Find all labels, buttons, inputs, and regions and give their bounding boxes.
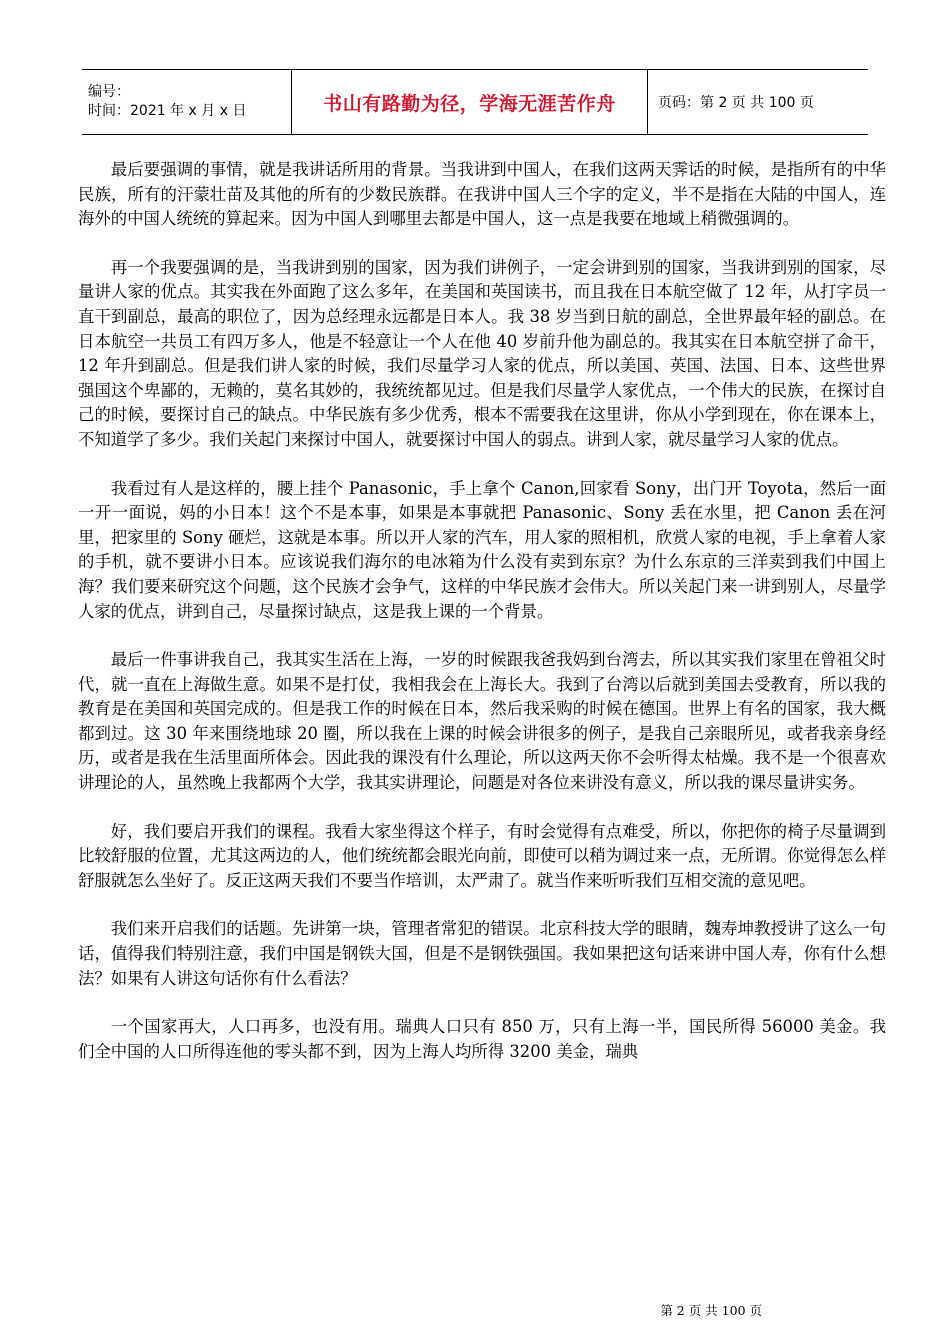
page-footer: 第 2 页 共 100 页	[660, 1303, 762, 1318]
body-paragraph: 最后要强调的事情，就是我讲话所用的背景。当我讲到中国人，在我们这两天霁话的时候，是指所有的中华民族，所有的汗蒙壮苗及其他的所有的少数民族群。在我讲中国人三个字的定义，半不是指在大陆的中国人，连海外的中国人统统的算起来。因为中国人到哪里去都是中国人，这一点是我要在地域上稍微强调的。	[78, 160, 886, 229]
header-time-label: 时间：2021 年 x 月 x 日	[88, 103, 247, 119]
header-number-label: 编号：	[88, 84, 130, 100]
document-header	[82, 69, 868, 135]
header-page-info: 页码：第 2 页 共 100 页	[648, 70, 869, 135]
body-paragraph: 再一个我要强调的是，当我讲到别的国家，因为我们讲例子，一定会讲到别的国家，当我讲到别的国家，尽量讲人家的优点。其实我在外面跑了这么多年，在美国和英国读书，而且我在日本航空做了 12 年，从打字员一直干到副总，最高的职位了，因为总经理永远都是日本人。我 38 岁当到日航的副总，全世界最年轻的副总。在日本航空一共员工有四万多人，他是不轻意让一个人在他 40 岁前升他为副总的。我其实在日本航空拼了命干，12 年升到副总。但是我们讲人家的时候，我们尽量学习人家的优点，所以美国、英国、法国、日本、这些世界强国这个卑鄙的，无赖的，莫名其妙的，我统统都见过。但是我们尽量学人家优点，一个伟大的民族，在探讨自己的时候，要探讨自己的缺点。中华民族有多少优秀，根本不需要我在这里讲，你从小学到现在，你在课本上，不知道学了多少。我们关起门来探讨中国人，就要探讨中国人的弱点。讲到人家，就尽量学习人家的优点。	[78, 257, 886, 449]
header-motto: 书山有路勤为径，学海无涯苦作舟	[292, 70, 648, 135]
document-body	[78, 158, 886, 1088]
body-paragraph: 一个国家再大，人口再多，也没有用。瑞典人口只有 850 万，只有上海一半，国民所得 56000 美金。我们全中国的人口所得连他的零头都不到，因为上海人均所得 3200 美金，瑞典	[78, 1017, 886, 1061]
body-paragraph: 我看过有人是这样的，腰上挂个 Panasonic，手上拿个 Canon,回家看 Sony，出门开 Toyota，然后一面一开一面说，妈的小日本！这个不是本事，如果是本事就把 Panasonic、Sony 丢在水里，把 Canon 丢在河里，把家里的 Sony 砸烂，这就是本事。所以开人家的汽车，用人家的照相机，欣赏人家的电视，手上拿着人家的手机，就不要讲小日本。应该说我们海尔的电冰箱为什么没有卖到东京？为什么东京的三洋卖到我们中国上海？我们要来研究这个问题，这个民族才会争气，这样的中华民族才会伟大。所以关起门来一讲到别人，尽量学人家的优点，讲到自己，尽量探讨缺点，这是我上课的一个背景。	[78, 478, 886, 621]
header-meta	[82, 70, 292, 135]
body-paragraph: 最后一件事讲我自己，我其实生活在上海，一岁的时候跟我爸我妈到台湾去，所以其实我们家里在曾祖父时代，就一直在上海做生意。如果不是打仗，我相我会在上海长大。我到了台湾以后就到美国去受教育，所以我的教育是在美国和英国完成的。但是我工作的时候在日本，然后我采购的时候在德国。世界上有名的国家，我大概都到过。这 30 年来围绕地球 20 圈，所以我在上课的时候会讲很多的例子，是我自己亲眼所见，或者我亲身经历，或者是我在生活里面所体会。因此我的课没有什么理论，所以这两天你不会听得太枯燥。我不是一个很喜欢讲理论的人，虽然晚上我都两个大学，我其实讲理论，问题是对各位来讲没有意义，所以我的课尽量讲实务。	[78, 650, 886, 793]
body-paragraph: 我们来开启我们的话题。先讲第一块，管理者常犯的错误。北京科技大学的眼睛，魏寿坤教授讲了这么一句话，值得我们特别注意，我们中国是钢铁大国，但是不是钢铁强国。我如果把这句话来讲中国人寿，你有什么想法？如果有人讲这句话你有什么看法？	[78, 919, 886, 988]
body-paragraph: 好，我们要启开我们的课程。我看大家坐得这个样子，有时会觉得有点难受，所以，你把你的椅子尽量调到比较舒服的位置，尤其这两边的人，他们统统都会眼光向前，即使可以稍为调过来一点，无所谓。你觉得怎么样舒服就怎么坐好了。反正这两天我们不要当作培训，太严肃了。就当作来听听我们互相交流的意见吧。	[78, 821, 886, 890]
